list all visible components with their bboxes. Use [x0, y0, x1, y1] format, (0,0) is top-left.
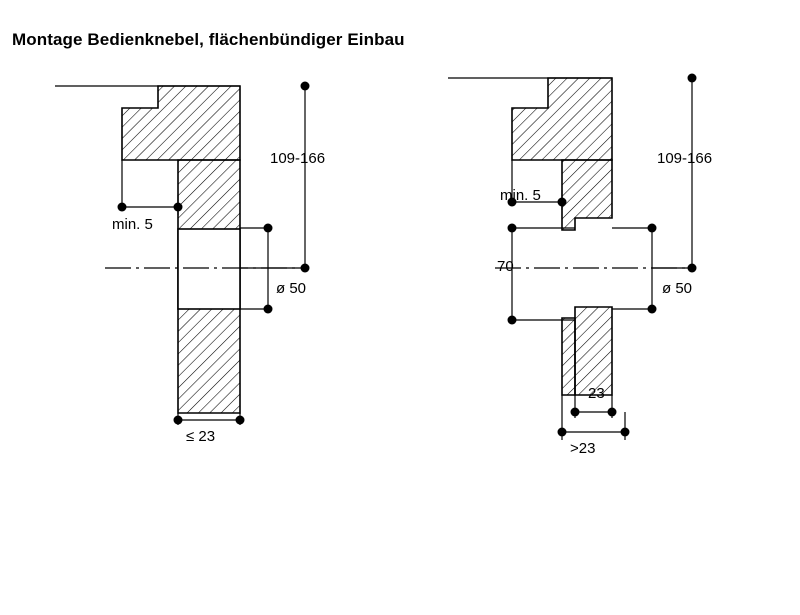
right-outer-thickness-label: >23: [570, 440, 596, 457]
right-diameter-label: ø 50: [662, 280, 693, 297]
left-upper-panel: [122, 86, 240, 160]
left-height-dim-dot-top: [301, 82, 310, 91]
left-height-label: 109-166: [270, 150, 326, 167]
right-outer-dot-a: [558, 428, 567, 437]
page-title: Montage Bedienknebel, flächenbündiger Einbau: [12, 30, 405, 49]
right-height-dot-top: [688, 74, 697, 83]
left-thickness-label: ≤ 23: [186, 428, 216, 445]
left-min5-dot-a: [118, 203, 127, 212]
right-min-gap-label: min. 5: [500, 187, 541, 204]
right-min5-dot-b: [558, 198, 567, 207]
right-inner-dot-b: [608, 408, 617, 417]
left-min5-dot-b: [174, 203, 183, 212]
right-lower-block: [575, 307, 612, 395]
right-height-label: 109-166: [657, 150, 713, 167]
left-diameter-label: ø 50: [276, 280, 307, 297]
right-mid-block: [562, 160, 612, 230]
right-outer-dot-b: [621, 428, 630, 437]
right-inner-dot-a: [571, 408, 580, 417]
left-width-dot-b: [236, 416, 245, 425]
left-assembly: [55, 82, 310, 426]
right-depth-label: 70: [497, 258, 514, 275]
left-knob-recess: [178, 229, 240, 309]
left-min-gap-label: min. 5: [112, 216, 153, 233]
right-assembly: [448, 74, 697, 441]
right-upper-panel: [512, 78, 612, 160]
left-width-dot-a: [174, 416, 183, 425]
right-front-strip: [562, 318, 575, 395]
right-inner-thickness-label: 23: [588, 385, 605, 402]
